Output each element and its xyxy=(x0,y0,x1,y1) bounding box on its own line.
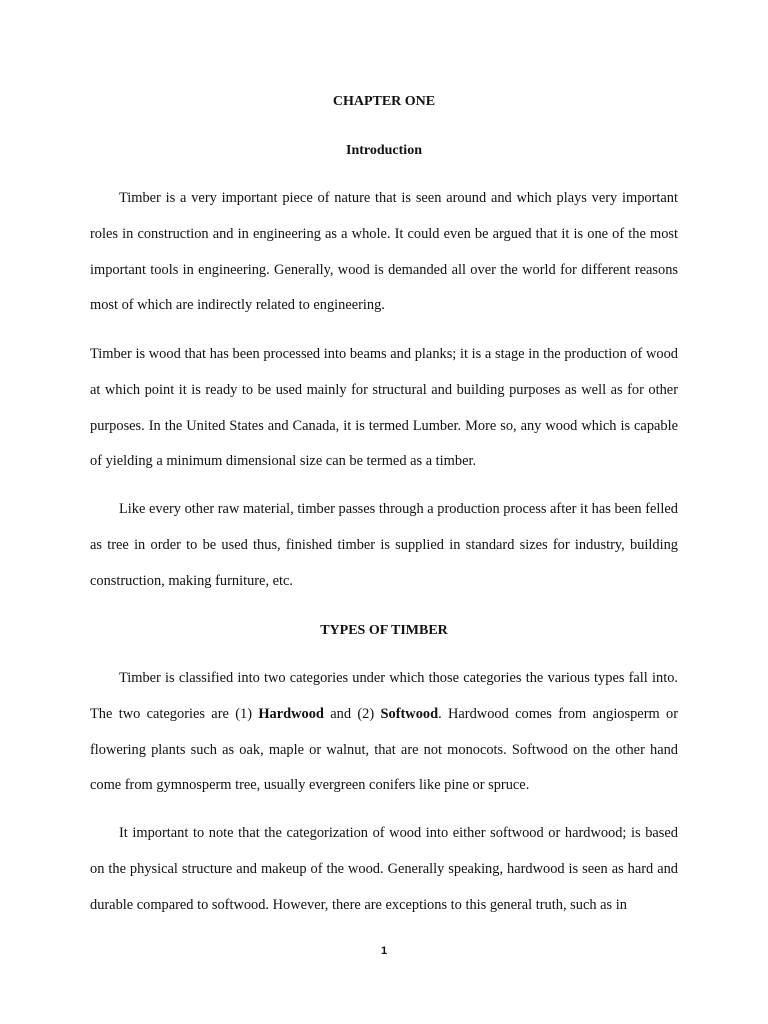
paragraph-introduction: Timber is a very important piece of nature that is seen around and which plays very important roles in construction and in engineering as a whole. It could even be argued that it is one of the most important tools in engineering. Generally, wood is demanded all over the world for different reasons most of which are indirectly related to engineering. xyxy=(90,190,678,314)
chapter-title: CHAPTER ONE xyxy=(332,94,436,109)
softwood-term: Softwood xyxy=(380,705,439,722)
categories-text-part-3: . Hardwood comes from angiosperm or flowering plants such as oak, maple or walnut, that are not monocots. Softwood on the other hand come from gymnosperm tree, usually evergreen conifers like pine or spruce. xyxy=(90,705,679,794)
section-title: Introduction xyxy=(346,143,422,158)
categories-text-part-1: Timber is classified into two categories under which those categories the various types fall into. The two categories are (1) xyxy=(90,670,678,722)
paragraph-timber-categories xyxy=(90,661,678,804)
hardwood-term: Hardwood xyxy=(258,705,324,722)
paragraph-timber-definition: Timber is wood that has been processed into beams and planks; it is a stage in the production of wood at which point it is ready to be used mainly for structural and building purposes as well as for other purposes. In the United States and Canada, it is termed Lumber. More so, any wood which is capable of yielding a minimum dimensional size can be termed as a timber. xyxy=(90,346,678,470)
types-of-timber-heading: TYPES OF TIMBER xyxy=(320,623,448,638)
paragraph-categorization-note: It important to note that the categorization of wood into either softwood or hardwood; is based on the physical structure and makeup of the wood. Generally speaking, hardwood is seen as hard and durable compared to softwood. However, there are exceptions to this general truth, such as in xyxy=(90,825,678,913)
page-number: 1 xyxy=(380,945,388,957)
categories-text-part-2: and (2) xyxy=(323,705,381,722)
paragraph-production-process: Like every other raw material, timber passes through a production process after it has been felled as tree in order to be used thus, finished timber is supplied in standard sizes for industry, building construction, making furniture, etc. xyxy=(90,501,678,589)
